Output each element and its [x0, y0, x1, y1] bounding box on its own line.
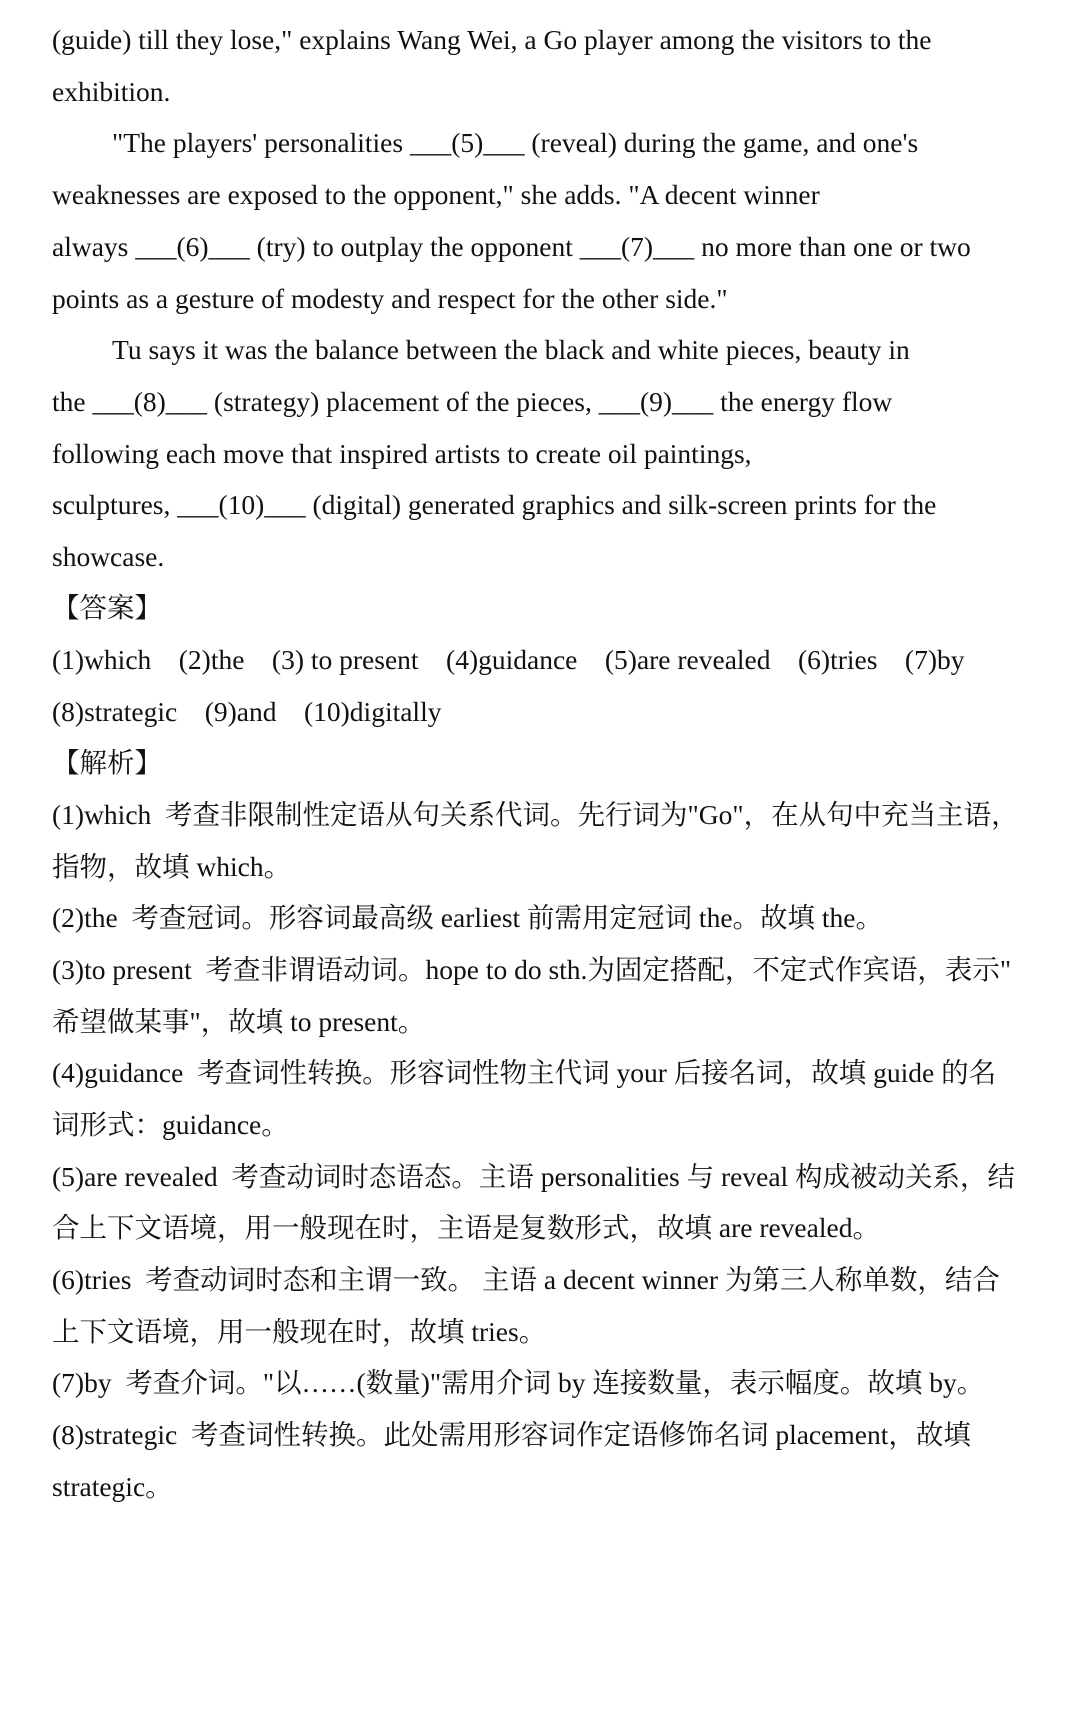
analysis-line: (8)strategic 考查词性转换。此处需用形容词作定语修饰名词 placement，故填 [52, 1419, 971, 1450]
passage-line: following each move that inspired artists to create oil paintings, [52, 438, 752, 469]
analysis-line: (1)which 考查非限制性定语从句关系代词。先行词为"Go"，在从句中充当主语， [52, 799, 1019, 830]
analysis-line: (5)are revealed 考查动词时态语态。主语 personalities 与 reveal 构成被动关系，结 [52, 1161, 1016, 1192]
analysis-heading: 【解析】 [52, 747, 162, 778]
analysis-line: (7)by 考查介词。"以……(数量)"需用介词 by 连接数量，表示幅度。故填 by。 [52, 1367, 985, 1398]
passage-line: exhibition. [52, 76, 171, 107]
answer-heading: 【答案】 [52, 592, 162, 623]
passage-line: weaknesses are exposed to the opponent," she adds. "A decent winner [52, 179, 820, 210]
answer-line: (1)which (2)the (3) to present (4)guidance (5)are revealed (6)tries (7)by [52, 644, 965, 675]
passage-line: the ___(8)___ (strategy) placement of the pieces, ___(9)___ the energy flow [52, 386, 893, 417]
passage-line: showcase. [52, 541, 165, 572]
passage-line: (guide) till they lose," explains Wang Wei, a Go player among the visitors to the [52, 24, 932, 55]
analysis-line: 合上下文语境，用一般现在时，主语是复数形式，故填 are revealed。 [52, 1212, 880, 1243]
passage-line: always ___(6)___ (try) to outplay the opponent ___(7)___ no more than one or two [52, 231, 971, 262]
analysis-line: (6)tries 考查动词时态和主谓一致。 主语 a decent winner 为第三人称单数，结合 [52, 1264, 1000, 1295]
analysis-line: 指物，故填 which。 [52, 851, 292, 882]
analysis-line: strategic。 [52, 1471, 173, 1502]
analysis-line: 希望做某事"，故填 to present。 [52, 1006, 426, 1037]
analysis-line: 上下文语境，用一般现在时，故填 tries。 [52, 1316, 547, 1347]
passage-line: sculptures, ___(10)___ (digital) generated graphics and silk-screen prints for the [52, 489, 937, 520]
answer-line: (8)strategic (9)and (10)digitally [52, 696, 442, 727]
passage-line: points as a gesture of modesty and respect for the other side." [52, 283, 728, 314]
analysis-line: (4)guidance 考查词性转换。形容词性物主代词 your 后接名词，故填 guide 的名 [52, 1057, 997, 1088]
analysis-line: (2)the 考查冠词。形容词最高级 earliest 前需用定冠词 the。故填 the。 [52, 902, 884, 933]
analysis-line: (3)to present 考查非谓语动词。hope to do sth.为固定搭配，不定式作宾语，表示" [52, 954, 1012, 985]
analysis-line: 词形式：guidance。 [52, 1109, 289, 1140]
passage-line: "The players' personalities ___(5)___ (reveal) during the game, and one's [112, 127, 919, 158]
passage-line: Tu says it was the balance between the black and white pieces, beauty in [112, 334, 910, 365]
